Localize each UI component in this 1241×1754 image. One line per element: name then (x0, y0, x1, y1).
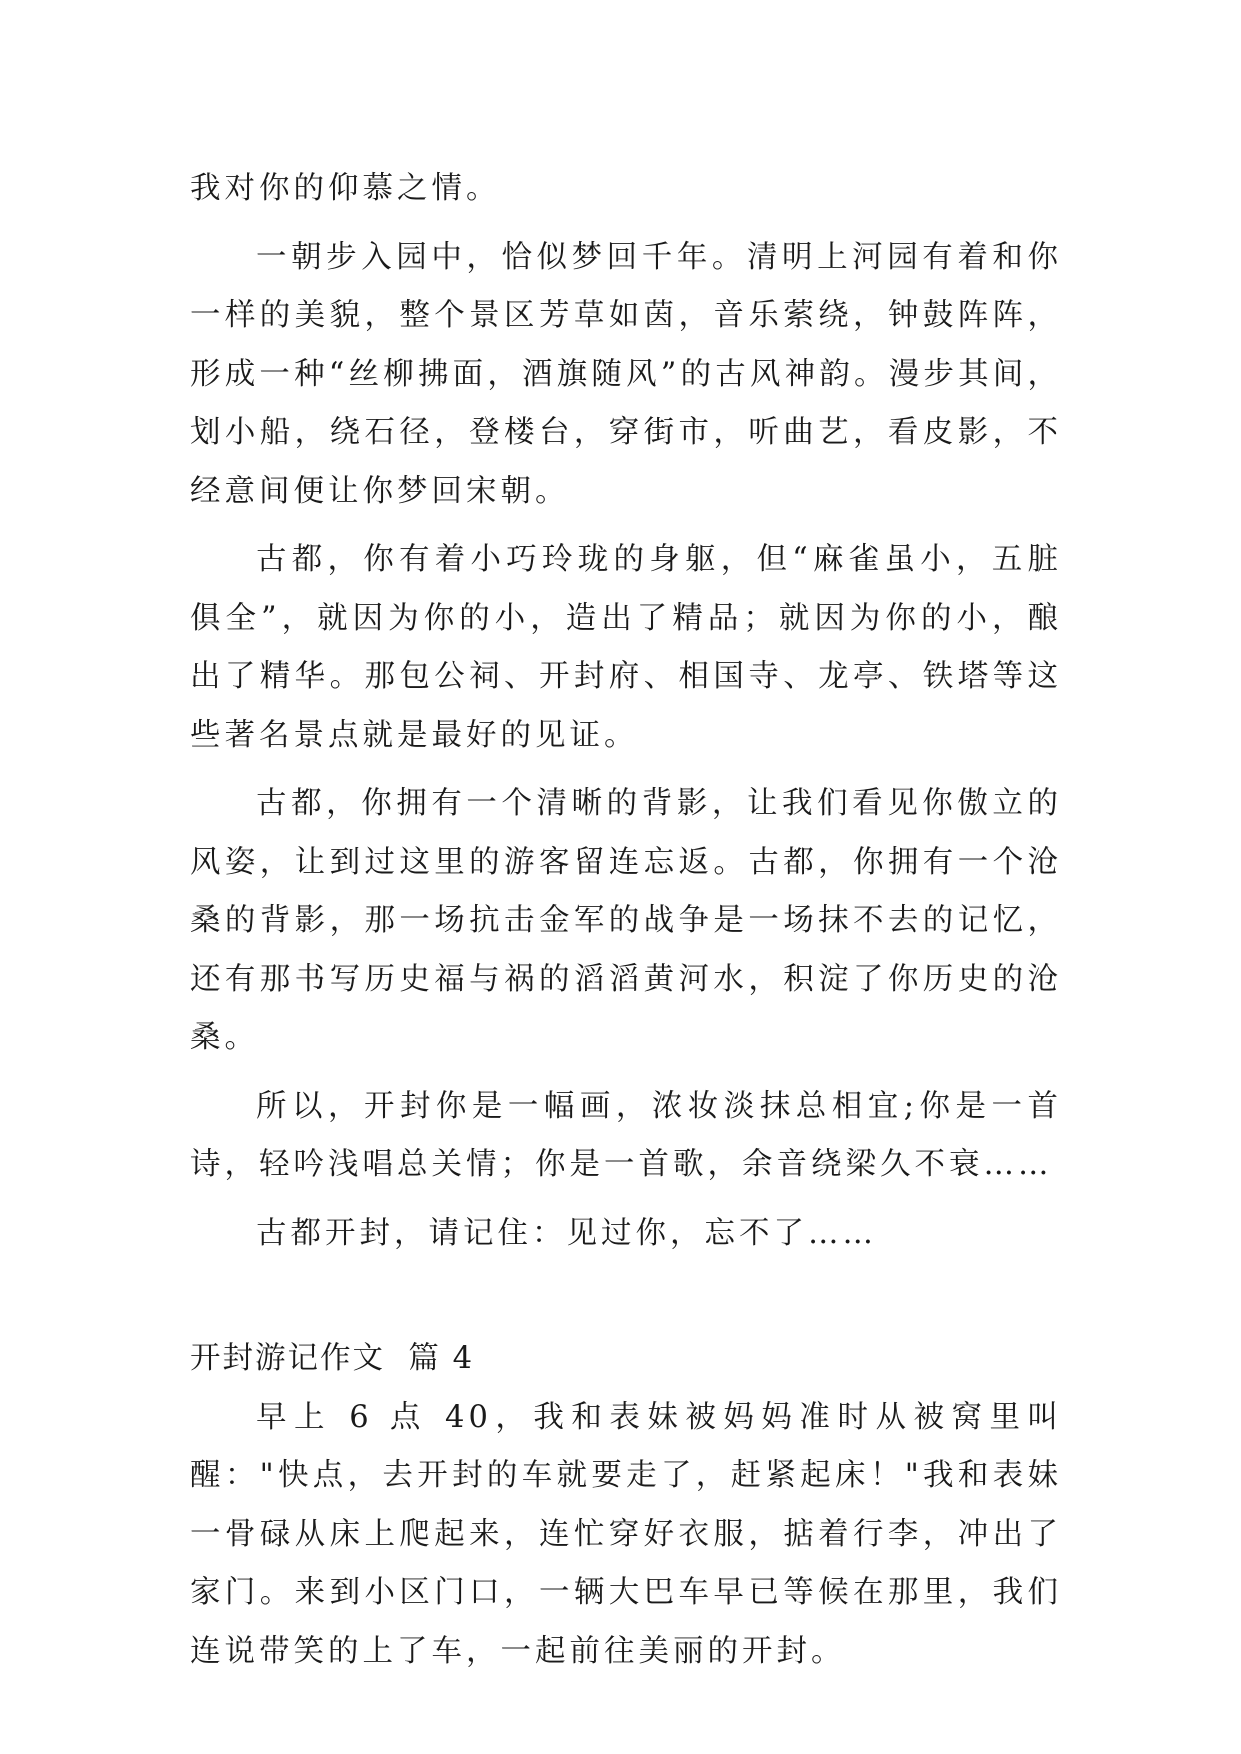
section-spacer (190, 1273, 1062, 1330)
paragraph: 古都，你有着小巧玲珑的身躯，但“麻雀虽小，五脏俱全”，就因为你的小，造出了精品；就因为你的小，酿出了精华。那包公祠、开封府、相国寺、龙亭、铁塔等这些著名景点就是最好的见证。 (190, 542, 1062, 753)
paragraph: 早上 6 点 40，我和表妹被妈妈准时从被窝里叫醒："快点，去开封的车就要走了，赶紧起床！"我和表妹一骨碌从床上爬起来，连忙穿好衣服，掂着行李，冲出了家门。来到小区门口，一辆大巴车早已等候在那里，我们连说带笑的上了车，一起前往美丽的开封。 (190, 1399, 1062, 1669)
paragraph: 古都开封，请记住：见过你，忘不了…… (256, 1215, 877, 1251)
paragraph: 所以，开封你是一幅画，浓妆淡抹总相宜;你是一首诗，轻吟浅唱总关情；你是一首歌，余音绕梁久不衰…… (190, 1088, 1062, 1182)
paragraph: 我对你的仰慕之情。 (190, 171, 501, 206)
document-page (190, 160, 1062, 1691)
section-title: 开封游记作文 篇 4 (190, 1341, 474, 1376)
paragraph: 一朝步入园中，恰似梦回千年。清明上河园有着和你一样的美貌，整个景区芳草如茵，音乐萦绕，钟鼓阵阵，形成一种“丝柳拂面，酒旗随风”的古风神韵。漫步其间，划小船，绕石径，登楼台，穿街市，听曲艺，看皮影，不经意间便让你梦回宋朝。 (190, 239, 1062, 509)
paragraph: 古都，你拥有一个清晰的背影，让我们看见你傲立的风姿，让到过这里的游客留连忘返。古都，你拥有一个沧桑的背影，那一场抗击金军的战争是一场抹不去的记忆，还有那书写历史福与祸的滔滔黄河水，积淀了你历史的沧桑。 (190, 786, 1062, 1055)
